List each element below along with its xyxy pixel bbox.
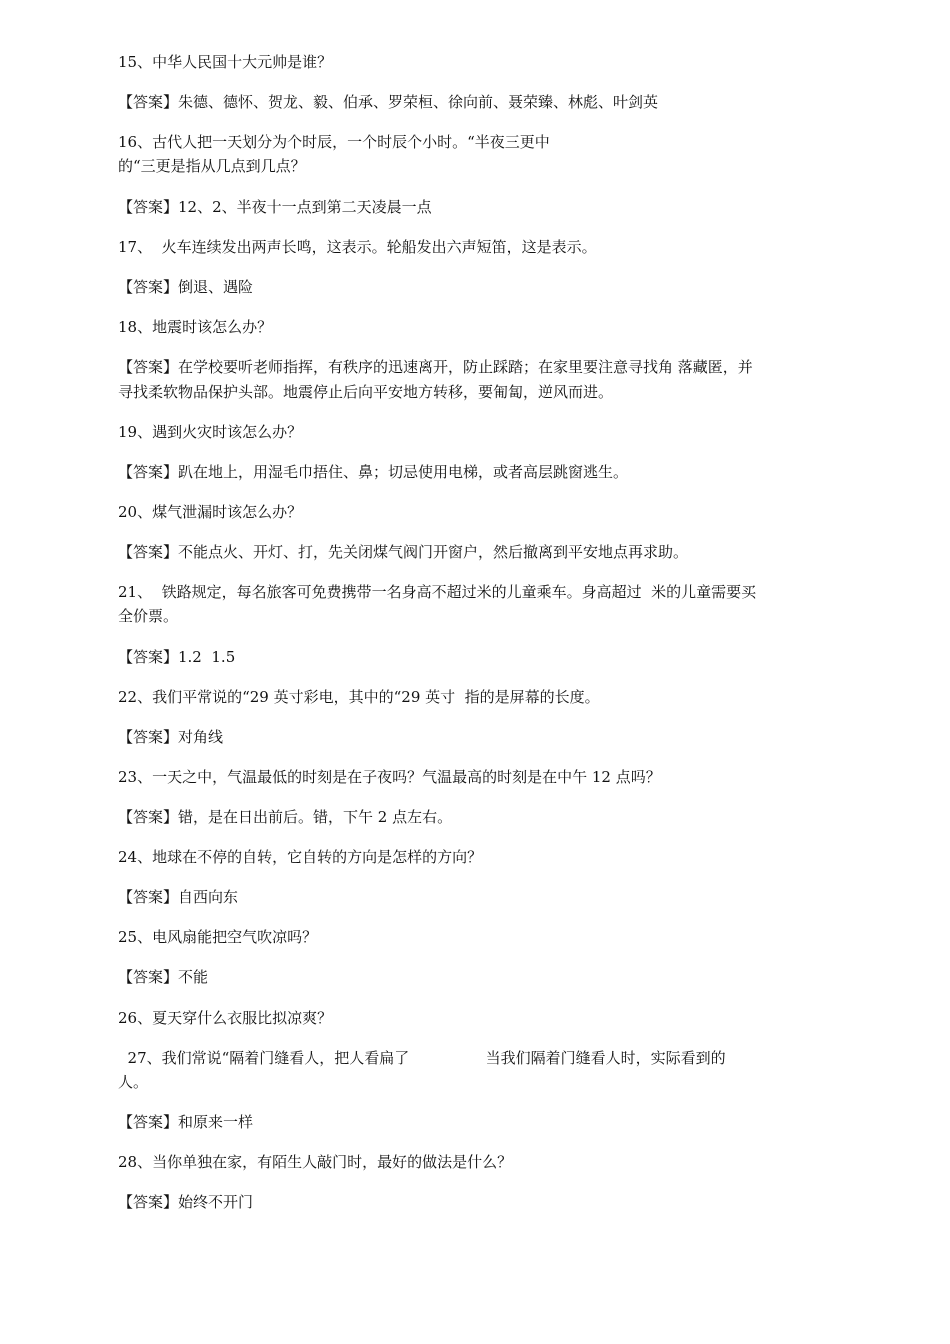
answer-28: 【答案】始终不开门	[118, 1193, 254, 1211]
question-28: 28、当你单独在家，有陌生人敲门时，最好的做法是什么？	[118, 1153, 513, 1171]
question-27: 27、我们常说“隔着门缝看人，把人看扁了 当我们隔着门缝看人时，实际看到的	[118, 1049, 726, 1067]
question-17: 17、 火车连续发出两声长鸣，这表示。轮船发出六声短笛，这是表示。	[118, 238, 597, 256]
answer-21: 【答案】1.2 1.5	[118, 648, 236, 666]
question-24: 24、地球在不停的自转，它自转的方向是怎样的方向？	[118, 848, 483, 866]
answer-20: 【答案】不能点火、开灯、打，先关闭煤气阀门开窗户，然后撤离到平安地点再求助。	[118, 543, 689, 561]
question-18: 18、地震时该怎么办？	[118, 318, 273, 336]
question-21-cont: 全价票。	[118, 607, 179, 625]
answer-17: 【答案】倒退、遇险	[118, 278, 254, 296]
question-23: 23、一天之中，气温最低的时刻是在子夜吗？气温最高的时刻是在中午 12 点吗？	[118, 768, 661, 786]
question-16: 16、古代人把一天划分为个时辰，一个时辰个小时。“半夜三更中	[118, 133, 550, 151]
question-16-cont: 的“三更是指从几点到几点？	[118, 157, 306, 175]
answer-25: 【答案】不能	[118, 968, 209, 986]
answer-18: 【答案】在学校要听老师指挥，有秩序的迅速离开，防止踩踏；在家里要注意寻找角 落藏匿，并	[118, 358, 753, 376]
answer-15: 【答案】朱德、德怀、贺龙、毅、伯承、罗荣桓、徐向前、聂荣臻、林彪、叶剑英	[118, 93, 659, 111]
answer-27: 【答案】和原来一样	[118, 1113, 254, 1131]
question-21: 21、 铁路规定，每名旅客可免费携带一名身高不超过米的儿童乘车。身高超过 米的儿童需要买	[118, 583, 757, 601]
answer-16: 【答案】12、2、半夜十一点到第二天凌晨一点	[118, 198, 432, 216]
question-19: 19、遇到火灾时该怎么办？	[118, 423, 303, 441]
answer-23: 【答案】错，是在日出前后。错，下午 2 点左右。	[118, 808, 453, 826]
question-25: 25、电风扇能把空气吹凉吗？	[118, 928, 318, 946]
answer-24: 【答案】自西向东	[118, 888, 239, 906]
question-22: 22、我们平常说的“29 英寸彩电，其中的“29 英寸 指的是屏幕的长度。	[118, 688, 600, 706]
answer-22: 【答案】对角线	[118, 728, 224, 746]
question-26: 26、夏天穿什么衣服比拟凉爽？	[118, 1009, 333, 1027]
question-20: 20、煤气泄漏时该怎么办？	[118, 503, 303, 521]
question-27-cont: 人。	[118, 1073, 149, 1091]
answer-18-cont: 寻找柔软物品保护头部。地震停止后向平安地方转移，要匍匐，逆风而进。	[118, 383, 614, 401]
answer-19: 【答案】趴在地上，用湿毛巾捂住、鼻；切忌使用电梯，或者高层跳窗逃生。	[118, 463, 629, 481]
question-15: 15、中华人民国十大元帅是谁？	[118, 53, 333, 71]
